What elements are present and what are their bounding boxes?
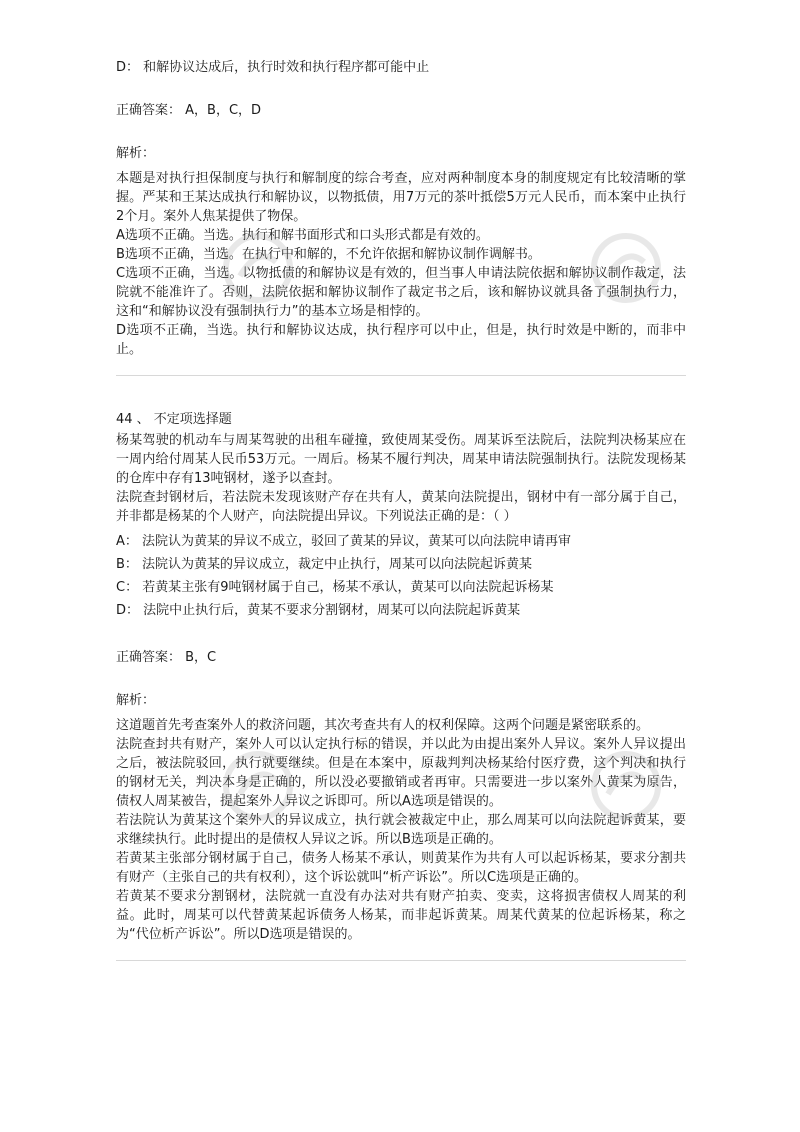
q43-analysis-p1: 本题是对执行担保制度与执行和解制度的综合考查，应对两种制度本身的制度规定有比较清晰的掌握。严某和王某达成执行和解协议，以物抵债，用7万元的茶叶抵偿5万元人民币，而本案中止执行2个月。案外人焦某提供了物保。 [116,171,686,224]
watermark-logo-icon [218,746,298,826]
q44-option-b: B： 法院认为黄某的异议成立，裁定中止执行，周某可以向法院起诉黄某 [116,557,533,572]
q44-option-a: A： 法院认为黄某的异议不成立，驳回了黄某的异议，黄某可以向法院申请再审 [116,534,572,549]
q44-analysis-p4: 若黄某主张部分钢材属于自己，债务人杨某不承认，则黄某作为共有人可以起诉杨某，要求分割共有财产（主张自己的共有权利），这个诉讼就叫“析产诉讼”。所以C选项是正确的。 [116,851,686,885]
q43-correct-answer: 正确答案： A，B，C，D [116,103,262,118]
q43-analysis-label: 解析： [116,146,156,161]
q44-stem-p2: 法院查封钢材后，若法院未发现该财产存在共有人，黄某向法院提出，钢材中有一部分属于自己，并非都是杨某的个人财产，向法院提出异议。下列说法正确的是：（ ） [116,490,686,524]
q44-analysis-label: 解析： [116,693,156,708]
q44-analysis-p2: 法院查封共有财产，案外人可以认定执行标的错误，并以此为由提出案外人异议。案外人异议提出之后，被法院驳回，执行就要继续。但是在本案中，原裁判判决杨某给付医疗费，这个判决和执行的钢材无关，判决本身是正确的，所以没必要撤销或者再审。只需要进一步以案外人黄某为原告，债权人周某被告，提起案外人异议之诉即可。所以A选项是错误的。 [116,737,686,809]
q44-stem-p1: 杨某驾驶的机动车与周某驾驶的出租车碰撞，致使周某受伤。周某诉至法院后，法院判决杨某应在一周内给付周某人民币53万元。一周后。杨某不履行判决，周某申请法院强制执行。法院发现杨某的仓库中存有13吨钢材，遂予以查封。 [116,433,686,486]
q44-correct-answer: 正确答案： B，C [116,650,217,665]
q43-analysis-p5: D选项不正确，当选。执行和解协议达成，执行程序可以中止，但是，执行时效是中断的，而非中止。 [116,323,686,357]
watermark-logo-icon [218,228,298,308]
q44-header: 44 、 不定项选择题 [116,412,232,427]
q44-analysis-p3: 若法院认为黄某这个案外人的异议成立，执行就会被裁定中止，那么周某可以向法院起诉黄某，要求继续执行。此时提出的是债权人异议之诉。所以B选项是正确的。 [116,813,686,847]
watermark-logo-icon [586,228,666,308]
q43-analysis-p3: B选项不正确，当选。在执行中和解的，不允许依据和解协议制作调解书。 [116,247,541,262]
question-divider-bottom [116,960,686,961]
q43-analysis-p2: A选项不正确。当选。执行和解书面形式和口头形式都是有效的。 [116,228,489,243]
q44-analysis-p5: 若黄某不要求分割钢材，法院就一直没有办法对共有财产拍卖、变卖，这将损害债权人周某的利益。此时，周某可以代替黄某起诉债务人杨某，而非起诉黄某。周某代黄某的位起诉杨某，称之为“代位析产诉讼”。所以D选项是错误的。 [116,889,686,942]
watermark-logo-icon [586,746,666,826]
q44-option-c: C： 若黄某主张有9吨钢材属于自己，杨某不承认，黄某可以向法院起诉杨某 [116,580,554,595]
q43-analysis-p4: C选项不正确，当选。以物抵债的和解协议是有效的，但当事人申请法院依据和解协议制作裁定，法院就不能准许了。否则，法院依据和解协议制作了裁定书之后，该和解协议就具备了强制执行力，这和“和解协议没有强制执行力”的基本立场是相悖的。 [116,266,686,319]
q44-option-d: D： 法院中止执行后，黄某不要求分割钢材，周某可以向法院起诉黄某 [116,603,521,618]
q43-option-d: D： 和解协议达成后，执行时效和执行程序都可能中止 [116,60,430,75]
q44-analysis-p1: 这道题首先考查案外人的救济问题，其次考查共有人的权利保障。这两个问题是紧密联系的。 [116,718,650,733]
